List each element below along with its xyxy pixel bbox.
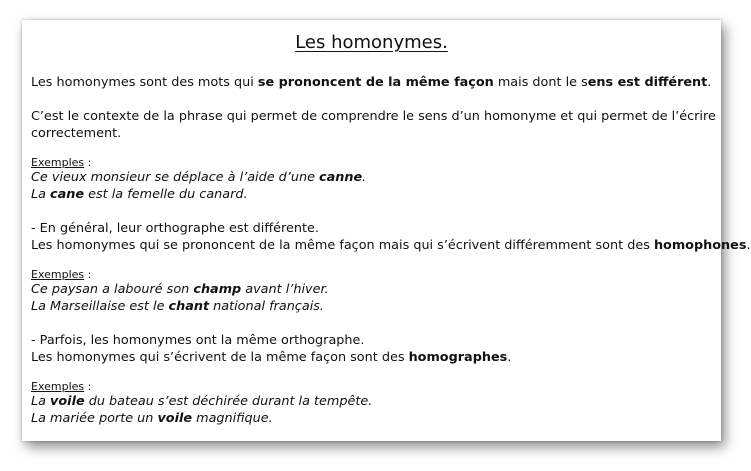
example-text: Ce vieux monsieur se déplace à l’aide d’une (31, 170, 320, 185)
intro-text-end: . (707, 75, 712, 90)
homographes-text-end: . (507, 350, 512, 365)
example-text: avant l’hiver. (241, 282, 329, 297)
homographes-term: homographes (408, 350, 508, 365)
examples-label: Exemples (31, 380, 85, 393)
intro-text: Les homonymes sont des mots qui (31, 75, 258, 90)
document-card (22, 20, 751, 441)
examples-label: Exemples (31, 268, 85, 281)
example-sentence (31, 410, 273, 427)
homophones-intro: - En général, leur orthographe est différente. (31, 221, 319, 236)
example-sentence (31, 186, 248, 203)
example-text: La Marseillaise est le (31, 299, 169, 314)
example-sentence (31, 298, 324, 315)
homophones-text-end: . (746, 238, 751, 253)
examples-label: Exemples (31, 156, 85, 169)
example-text: La (31, 187, 51, 202)
example-text: magnifique. (192, 411, 273, 426)
example-keyword: canne (319, 170, 363, 185)
example-text: La (31, 394, 51, 409)
examples-colon: : (84, 156, 92, 169)
example-sentence (31, 169, 366, 186)
example-text: est la femelle du canard. (84, 187, 248, 202)
example-keyword: champ (193, 282, 242, 297)
example-text: La mariée porte un (31, 411, 158, 426)
page-title: Les homonymes. (295, 32, 448, 53)
example-sentence (31, 393, 372, 410)
example-text: Ce paysan a labouré son (31, 282, 194, 297)
intro-text-mid: mais dont le s (493, 75, 588, 90)
homophones-term: homophones (653, 238, 747, 253)
example-keyword: cane (50, 187, 85, 202)
homographes-text: Les homonymes qui s’écrivent de la même façon sont des (31, 350, 409, 365)
example-text: national français. (209, 299, 324, 314)
homophones-definition (31, 237, 751, 254)
homographes-definition (31, 349, 511, 366)
homographes-intro: - Parfois, les homonymes ont la même orthographe. (31, 333, 365, 348)
intro-bold-meaning: ens est différent (587, 75, 708, 90)
example-keyword: chant (168, 299, 210, 314)
example-text: . (362, 170, 367, 185)
homophones-text: Les homonymes qui se prononcent de la même façon mais qui s’écrivent différemment sont des (31, 238, 654, 253)
intro-paragraph (31, 74, 711, 91)
example-keyword: voile (50, 394, 85, 409)
examples-colon: : (84, 380, 92, 393)
context-paragraph-line2: correctement. (31, 126, 122, 141)
example-sentence (31, 281, 329, 298)
examples-colon: : (84, 268, 92, 281)
intro-bold-pronounce: se prononcent de la même façon (257, 75, 494, 90)
context-paragraph-line1: C’est le contexte de la phrase qui permet de comprendre le sens d’un homonyme et qui permet de l’écrire (31, 109, 716, 124)
example-text: du bateau s’est déchirée durant la tempête. (84, 394, 373, 409)
example-keyword: voile (157, 411, 193, 426)
